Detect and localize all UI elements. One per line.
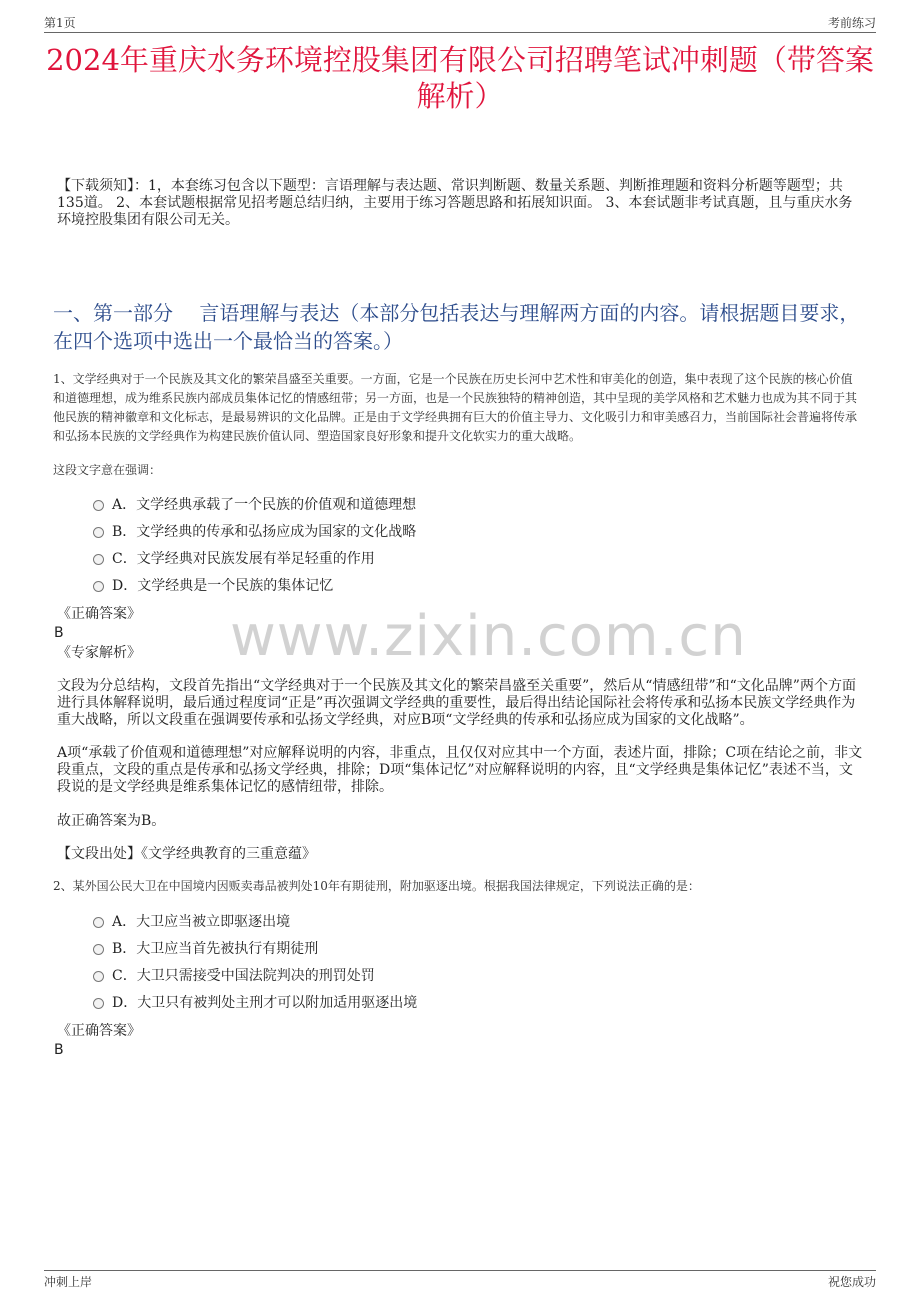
q1-option-c[interactable]: C．文学经典对民族发展有举足轻重的作用 xyxy=(93,550,375,568)
page-header xyxy=(44,10,876,33)
footer-left: 冲刺上岸 xyxy=(44,1275,93,1289)
radio-icon[interactable] xyxy=(93,554,104,565)
page-number: 第1页 xyxy=(44,16,76,30)
q1-answer: B xyxy=(54,625,64,641)
radio-icon[interactable] xyxy=(93,944,104,955)
q1-source: 【文段出处】《文学经典教育的三重意蕴》 xyxy=(57,846,316,862)
document-title: 2024年重庆水务环境控股集团有限公司招聘笔试冲刺题（带答案解析） xyxy=(46,43,874,113)
page-footer xyxy=(44,1270,876,1295)
q2-answer-label: 《正确答案》 xyxy=(57,1023,141,1039)
radio-icon[interactable] xyxy=(93,998,104,1009)
radio-icon[interactable] xyxy=(93,500,104,511)
q2-option-b[interactable]: B．大卫应当首先被执行有期徒刑 xyxy=(93,940,318,958)
q1-option-a[interactable]: A．文学经典承载了一个民族的价值观和道德理想 xyxy=(93,496,416,514)
q1-answer-label: 《正确答案》 xyxy=(57,606,141,622)
q1-analysis-2: A项“承载了价值观和道德理想”对应解释说明的内容，非重点，且仅仅对应其中一个方面，表述片面，排除；C项在结论之前，非文段重点，文段的重点是传承和弘扬文学经典，排除；D项“集体记忆”对应解释说明的内容，且“文学经典是集体记忆”表述不当，文段说的是文学经典是维系集体记忆的感情纽带，排除。 xyxy=(57,745,863,795)
radio-icon[interactable] xyxy=(93,917,104,928)
section-heading: 一、第一部分 言语理解与表达（本部分包括表达与理解两方面的内容。请根据题目要求，在四个选项中选出一个最恰当的答案。） xyxy=(53,301,860,353)
header-label: 考前练习 xyxy=(827,16,876,30)
question-2-text: 2、某外国公民大卫在中国境内因贩卖毒品被判处10年有期徒刑，附加驱逐出境。根据我国法律规定，下列说法正确的是： xyxy=(53,879,700,893)
watermark: www.zixin.com.cn xyxy=(230,604,747,669)
q2-option-a[interactable]: A．大卫应当被立即驱逐出境 xyxy=(93,913,290,931)
question-1-text: 1、文学经典对于一个民族及其文化的繁荣昌盛至关重要。一方面，它是一个民族在历史长河中艺术性和审美化的创造，集中表现了这个民族的核心价值和道德理想，成为维系民族内部成员集体记忆的情感纽带；另一方面，也是一个民族独特的精神创造，其中呈现的美学风格和艺术魅力也成为其不同于其他民族的精神徽章和文化标志，是最易辨识的文化品牌。正是由于文学经典拥有巨大的价值主导力、文化吸引力和审美感召力，当前国际社会普遍将传承和弘扬本民族的文学经典作为构建民族价值认同、塑造国家良好形象和提升文化软实力的重大战略。 xyxy=(53,372,858,443)
footer-right: 祝您成功 xyxy=(827,1275,876,1289)
q1-conclusion: 故正确答案为B。 xyxy=(57,813,166,829)
radio-icon[interactable] xyxy=(93,971,104,982)
q1-option-b[interactable]: B．文学经典的传承和弘扬应成为国家的文化战略 xyxy=(93,523,416,541)
q2-answer: B xyxy=(54,1042,64,1058)
q1-analysis-1: 文段为分总结构，文段首先指出“文学经典对于一个民族及其文化的繁荣昌盛至关重要”，然后从“情感纽带”和“文化品牌”两个方面进行具体解释说明，最后通过程度词“正是”再次强调文学经典的重要性，最后得出结论国际社会将传承和弘扬本民族文学经典作为重大战略，所以文段重在强调要传承和弘扬文学经典，对应B项“文学经典的传承和弘扬应成为国家的文化战略”。 xyxy=(57,678,856,728)
radio-icon[interactable] xyxy=(93,581,104,592)
radio-icon[interactable] xyxy=(93,527,104,538)
q1-analysis-label: 《专家解析》 xyxy=(57,645,141,661)
q2-option-c[interactable]: C．大卫只需接受中国法院判决的刑罚处罚 xyxy=(93,967,375,985)
question-1-prompt: 这段文字意在强调： xyxy=(53,463,162,477)
q1-option-d[interactable]: D．文学经典是一个民族的集体记忆 xyxy=(93,577,333,595)
download-notice: 【下载须知】：1，本套练习包含以下题型：言语理解与表达题、常识判断题、数量关系题、判断推理题和资料分析题等题型；共135道。 2、本套试题根据常见招考题总结归纳，主要用于练习答题思路和拓展知识面。 3、本套试题非考试真题，且与重庆水务环境控股集团有限公司无关。 xyxy=(57,178,853,228)
q2-option-d[interactable]: D．大卫只有被判处主刑才可以附加适用驱逐出境 xyxy=(93,994,417,1012)
